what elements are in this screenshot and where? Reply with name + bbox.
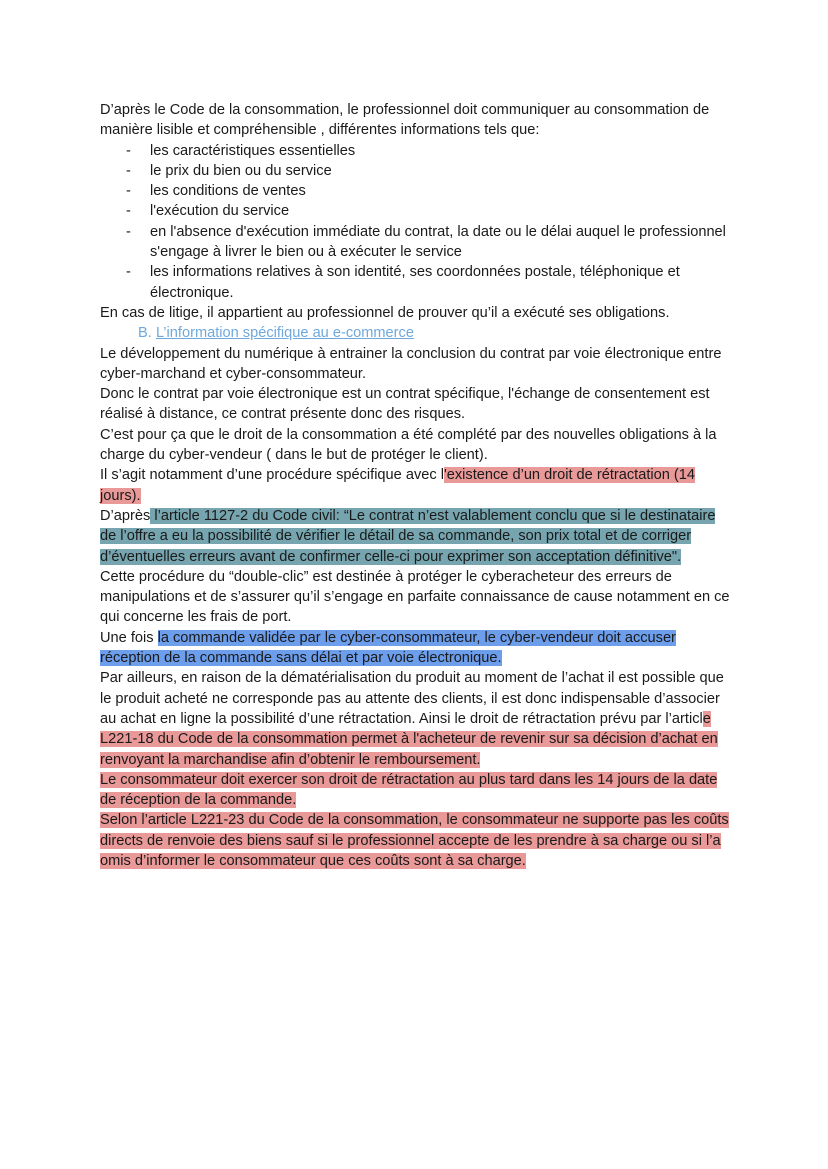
- list-item: - le prix du bien ou du service: [100, 161, 730, 181]
- paragraph-article-1127-text: D’après: [100, 507, 151, 524]
- highlight-article-l221-18: e L221-18 du Code de la consommation permet à l'acheteur de revenir sur sa décision d’achat en renvoyant la marchandise afin d’obtenir le remboursement.: [100, 710, 718, 768]
- paragraph-dematerialisation: [100, 668, 730, 769]
- paragraph-accuse-reception-text: Une fois: [100, 629, 158, 646]
- list-item: - les informations relatives à son identité, ses coordonnées postale, téléphonique et électronique.: [100, 262, 730, 303]
- obligations-list: [100, 141, 730, 303]
- paragraph-retractation: [100, 465, 730, 506]
- section-b-title-link[interactable]: L’information spécifique au e-commerce: [156, 325, 414, 342]
- paragraph-retractation-text: Il s’agit notamment d’une procédure spécifique avec l: [100, 467, 444, 484]
- highlight-article-1127: l’article 1127-2 du Code civil: “Le contrat n’est valablement conclu que si le destinataire de l’offre a eu la possibilité de vérifier le détail de sa commande, son prix total et de corriger d’éventuelles erreurs avant de confirmer celle-ci pour exprimer son acceptation définitive".: [100, 507, 716, 565]
- litige-paragraph: En cas de litige, il appartient au professionnel de prouver qu’il a exécuté ses obligations.: [100, 304, 670, 321]
- highlight-article-l221-23: Selon l’article L221-23 du Code de la consommation, le consommateur ne supporte pas les coûts directs de renvoie des biens sauf si le professionnel accepte de les prendre à sa charge ou si l’a omis d’informer le consommateur que ces coûts sont à sa charge.: [100, 812, 729, 869]
- highlight-delai-14-jours: Le consommateur doit exercer son droit de rétractation au plus tard dans les 14 jours de la date de réception de la commande.: [100, 771, 718, 809]
- intro-paragraph: D’après le Code de la consommation, le professionnel doit communiquer au consommation de manière lisible et compréhensible , différentes informations tels que:: [100, 102, 710, 139]
- paragraph-delai: [100, 770, 730, 811]
- paragraph-numerique: Le développement du numérique à entrainer la conclusion du contrat par voie électronique entre cyber-marchand et cyber-consommateur.: [100, 345, 722, 382]
- paragraph-contrat-electronique: Donc le contrat par voie électronique est un contrat spécifique, l'échange de consentement est réalisé à distance, ce contrat présente donc des risques.: [100, 386, 710, 423]
- paragraph-obligations: C’est pour ça que le droit de la consommation a été complété par des nouvelles obligations à la charge du cyber-vendeur ( dans le but de protéger le client).: [100, 426, 717, 464]
- document-body: [100, 100, 730, 871]
- paragraph-article-l221-23: [100, 810, 730, 871]
- list-item: - en l'absence d'exécution immédiate du contrat, la date ou le délai auquel le professionnel s'engage à livrer le bien ou à exécuter le service: [100, 222, 730, 263]
- highlight-retractation: 'existence d’un droit de rétractation (14 jours).: [100, 467, 695, 504]
- paragraph-accuse-reception: [100, 628, 730, 669]
- section-b-letter: B.: [138, 325, 152, 342]
- list-item: - les conditions de ventes: [100, 181, 730, 201]
- section-b-heading: [100, 323, 730, 343]
- list-item: - l'exécution du service: [100, 201, 730, 221]
- highlight-accuse-reception: la commande validée par le cyber-consommateur, le cyber-vendeur doit accuser réception de la commande sans délai et par voie électronique.: [100, 629, 676, 667]
- list-item: - les caractéristiques essentielles: [100, 141, 730, 161]
- paragraph-article-1127: [100, 506, 730, 567]
- paragraph-double-clic: Cette procédure du “double-clic” est destinée à protéger le cyberacheteur des erreurs de manipulations et de s’assurer qu’il s’engage en parfaite connaissance de cause notamment en ce qui concerne les frais de port.: [100, 568, 730, 626]
- paragraph-dematerialisation-text: Par ailleurs, en raison de la dématérialisation du produit au moment de l’achat il est possible que le produit acheté ne corresponde pas au attente des clients, il est donc indispensable d’associer au achat en ligne la possibilité d’une rétractation. Ainsi le droit de rétractation prévu par l’articl: [100, 670, 724, 727]
